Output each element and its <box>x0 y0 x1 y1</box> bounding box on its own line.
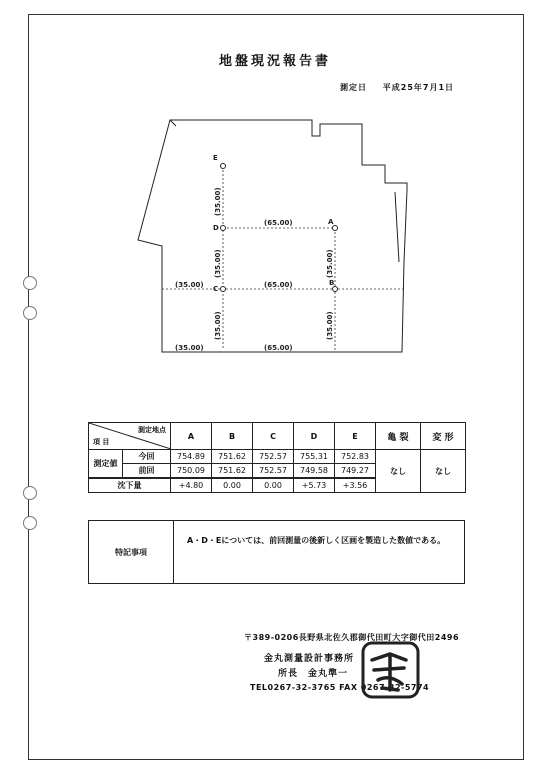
header-point-e: E <box>335 423 376 450</box>
dim-vertical-left-bottom: (35.00) <box>214 311 222 340</box>
header-point-c: C <box>253 423 294 450</box>
point-label-d: D <box>213 224 219 232</box>
office-address: 〒389-0206長野県北佐久郡御代田町大字御代田2496 <box>244 633 460 642</box>
boundary-inner-edge <box>395 192 399 262</box>
table-row <box>89 450 466 464</box>
header-point-a: A <box>171 423 212 450</box>
remarks-label: 特記事項 <box>89 521 174 583</box>
corner-label-points: 測定地点 <box>138 426 166 434</box>
dim-vertical-right-mid: (35.00) <box>326 249 334 278</box>
settlement-value-e: +3.56 <box>335 478 376 493</box>
point-label-a: A <box>328 218 334 226</box>
point-marker-b <box>333 287 338 292</box>
document-title: 地盤現況報告書 <box>218 54 331 69</box>
settlement-value-b: 0.00 <box>212 478 253 493</box>
point-marker-d <box>221 226 226 231</box>
point-marker-a <box>333 226 338 231</box>
dim-bottom-left: (35.00) <box>175 344 204 352</box>
previous-value-d: 749.58 <box>294 464 335 479</box>
previous-value-c: 752.57 <box>253 464 294 479</box>
point-marker-e <box>221 164 226 169</box>
settlement-label: 沈下量 <box>89 478 171 493</box>
dim-bottom-right: (65.00) <box>264 344 293 352</box>
point-label-b: B <box>329 279 335 287</box>
current-value-d: 755.31 <box>294 450 335 464</box>
current-value-c: 752.57 <box>253 450 294 464</box>
point-label-e: E <box>213 154 218 162</box>
previous-value-b: 751.62 <box>212 464 253 479</box>
boundary-notch <box>170 120 176 126</box>
office-director: 所長 金丸準一 <box>278 669 349 679</box>
table-header-row <box>89 423 466 450</box>
dim-vertical-left-top: (35.00) <box>214 187 222 216</box>
row-label-current: 今回 <box>123 450 171 464</box>
current-value-a: 754.89 <box>171 450 212 464</box>
current-value-e: 752.83 <box>335 450 376 464</box>
crack-value: なし <box>376 450 421 493</box>
measure-date-value: 平成25年7月1日 <box>382 83 455 92</box>
table-corner-cell <box>89 423 171 450</box>
binder-hole-4 <box>23 516 37 530</box>
row-label-previous: 前回 <box>123 464 171 479</box>
measured-value-label: 測定値 <box>89 450 123 479</box>
measurement-table <box>88 422 466 493</box>
point-marker-c <box>221 287 226 292</box>
corner-label-items: 項 目 <box>93 438 110 446</box>
dim-vertical-right-bottom: (35.00) <box>326 311 334 340</box>
site-boundary <box>138 120 407 352</box>
header-point-d: D <box>294 423 335 450</box>
deform-value: なし <box>421 450 466 493</box>
binder-hole-3 <box>23 486 37 500</box>
current-value-b: 751.62 <box>212 450 253 464</box>
remarks-text: A・D・Eについては、前回測量の後新しく区画を製造した数値である。 <box>187 536 446 545</box>
official-seal-stamp <box>360 640 422 700</box>
point-label-c: C <box>213 285 219 293</box>
remarks-box <box>88 520 465 584</box>
settlement-value-a: +4.80 <box>171 478 212 493</box>
dim-middle-right: (65.00) <box>264 281 293 289</box>
settlement-value-c: 0.00 <box>253 478 294 493</box>
office-contact: TEL0267-32-3765 FAX 0267-32-5774 <box>250 683 430 692</box>
measure-date-label: 測定日 <box>340 83 367 92</box>
header-point-b: B <box>212 423 253 450</box>
dim-top-horizontal: (65.00) <box>264 219 293 227</box>
office-name: 金丸測量設計事務所 <box>264 654 355 664</box>
dim-vertical-left-mid: (35.00) <box>214 249 222 278</box>
dim-middle-left: (35.00) <box>175 281 204 289</box>
header-deform: 変 形 <box>421 423 466 450</box>
header-crack: 亀 裂 <box>376 423 421 450</box>
previous-value-e: 749.27 <box>335 464 376 479</box>
settlement-value-d: +5.73 <box>294 478 335 493</box>
previous-value-a: 750.09 <box>171 464 212 479</box>
